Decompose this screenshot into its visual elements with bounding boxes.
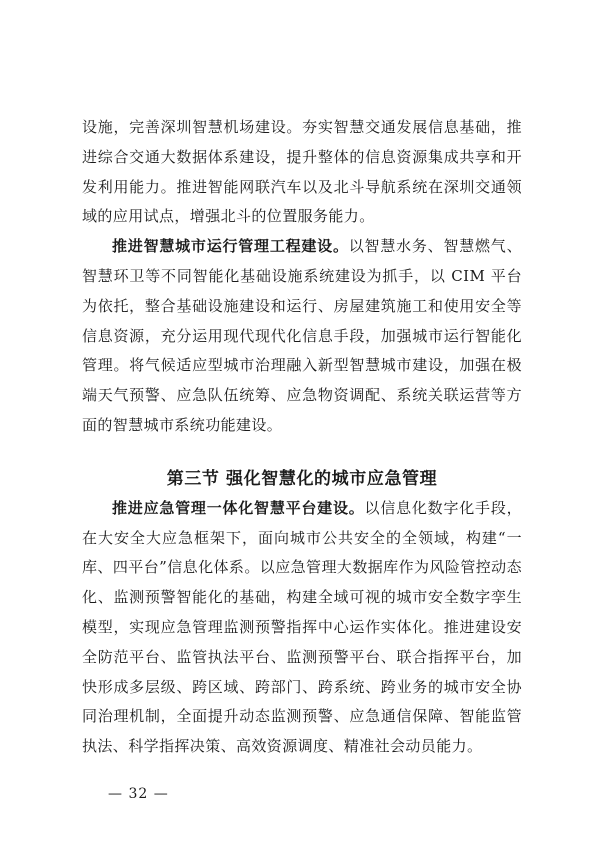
paragraph-lead: 推进智慧城市运行管理工程建设。 xyxy=(112,237,349,256)
paragraph-continuation xyxy=(82,113,522,232)
paragraph-text: 设施，完善深圳智慧机场建设。夯实智慧交通发展信息基础，推进综合交通大数据体系建设，提升整体的信息资源集成共享和开发利用能力。推进智能网联汽车以及北斗导航系统在深圳交通领域的应用试点，增强北斗的位置服务能力。 xyxy=(82,118,522,226)
paragraph-text: 以智慧水务、智慧燃气、智慧环卫等不同智能化基础设施系统建设为抓手，以 CIM 平台为依托，整合基础设施建设和运行、房屋建筑施工和使用安全等信息资源，充分运用现代现代化信息手段，加强城市运行智能化管理。将气候适应型城市治理融入新型智慧城市建设，加强在极端天气预警、应急队伍统筹、应急物资调配、系统关联运营等方面的智慧城市系统功能建设。 xyxy=(82,237,522,434)
paragraph-emergency-platform xyxy=(82,494,522,762)
section-title: 第三节 强化智慧化的城市应急管理 xyxy=(166,468,438,489)
page-number: — 32 — xyxy=(108,786,169,802)
paragraph-smart-city-operations xyxy=(82,232,522,441)
paragraph-text: 以信息化数字化手段，在大安全大应急框架下，面向城市公共安全的全领域，构建“一库、四平台”信息化体系。以应急管理大数据库作为风险管控动态化、监测预警智能化的基础，构建全域可视的城市安全数字孪生模型，实现应急管理监测预警指挥中心运作实体化。推进建设安全防范平台、监管执法平台、监测预警平台、联合指挥平台，加快形成多层级、跨区域、跨部门、跨系统、跨业务的城市安全协同治理机制，全面提升动态监测预警、应急通信保障、智能监管执法、科学指挥决策、高效资源调度、精准社会动员能力。 xyxy=(82,498,522,756)
page-content xyxy=(82,113,522,762)
paragraph-lead: 推进应急管理一体化智慧平台建设。 xyxy=(112,498,365,517)
